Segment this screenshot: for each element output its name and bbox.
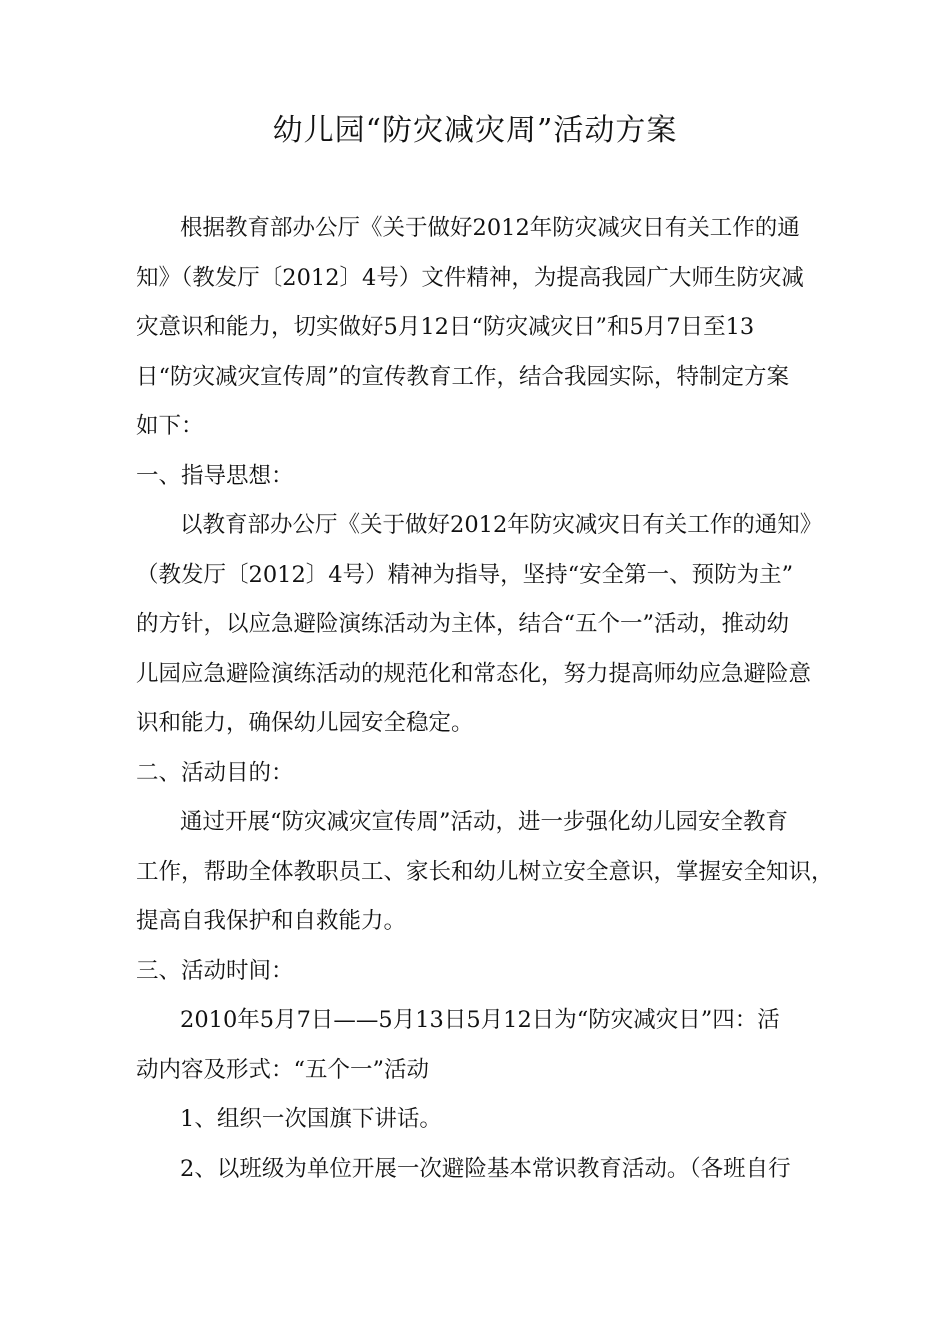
- paragraph-line: 日“防灾减灾宣传周”的宣传教育工作，结合我园实际，特制定方案: [136, 363, 790, 390]
- paragraph-line: （教发厅〔2012〕4号）精神为指导，坚持“安全第一、预防为主”: [136, 561, 794, 588]
- list-item: 2、以班级为单位开展一次避险基本常识教育活动。（各班自行: [180, 1155, 791, 1182]
- paragraph-line: 通过开展“防灾减灾宣传周”活动，进一步强化幼儿园安全教育: [180, 809, 789, 835]
- paragraph-line: 提高自我保护和自救能力。: [136, 908, 407, 934]
- section-heading: 二、活动目的：: [136, 759, 294, 786]
- list-item: 1、组织一次国旗下讲话。: [180, 1106, 442, 1132]
- paragraph-line: 动内容及形式：“五个一”活动: [136, 1056, 430, 1083]
- paragraph-line: 识和能力，确保幼儿园安全稳定。: [136, 710, 474, 736]
- document-title: 幼儿园“防灾减灾周”活动方案: [272, 113, 678, 148]
- paragraph-line: 灾意识和能力，切实做好5月12日“防灾减灾日”和5月7日至13: [136, 314, 755, 340]
- paragraph-line: 2010年5月7日——5月13日5月12日为“防灾减灾日”四：活: [180, 1007, 780, 1033]
- paragraph-line: 工作，帮助全体教职员工、家长和幼儿树立安全意识，掌握安全知识，: [136, 858, 834, 885]
- section-heading: 三、活动时间：: [136, 957, 294, 984]
- paragraph-line: 知》（教发厅〔2012〕4号）文件精神，为提高我园广大师生防灾减: [136, 264, 804, 291]
- paragraph-line: 儿园应急避险演练活动的规范化和常态化，努力提高师幼应急避险意: [136, 660, 812, 687]
- paragraph-line: 以教育部办公厅《关于做好2012年防灾减灾日有关工作的通知》: [180, 512, 823, 538]
- paragraph-line: 如下：: [136, 413, 204, 439]
- paragraph-line: 的方针，以应急避险演练活动为主体，结合“五个一”活动，推动幼: [136, 611, 790, 637]
- document-body: [136, 208, 834, 1198]
- paragraph-line: 根据教育部办公厅《关于做好2012年防灾减灾日有关工作的通: [180, 215, 800, 241]
- section-heading: 一、指导思想：: [136, 462, 294, 489]
